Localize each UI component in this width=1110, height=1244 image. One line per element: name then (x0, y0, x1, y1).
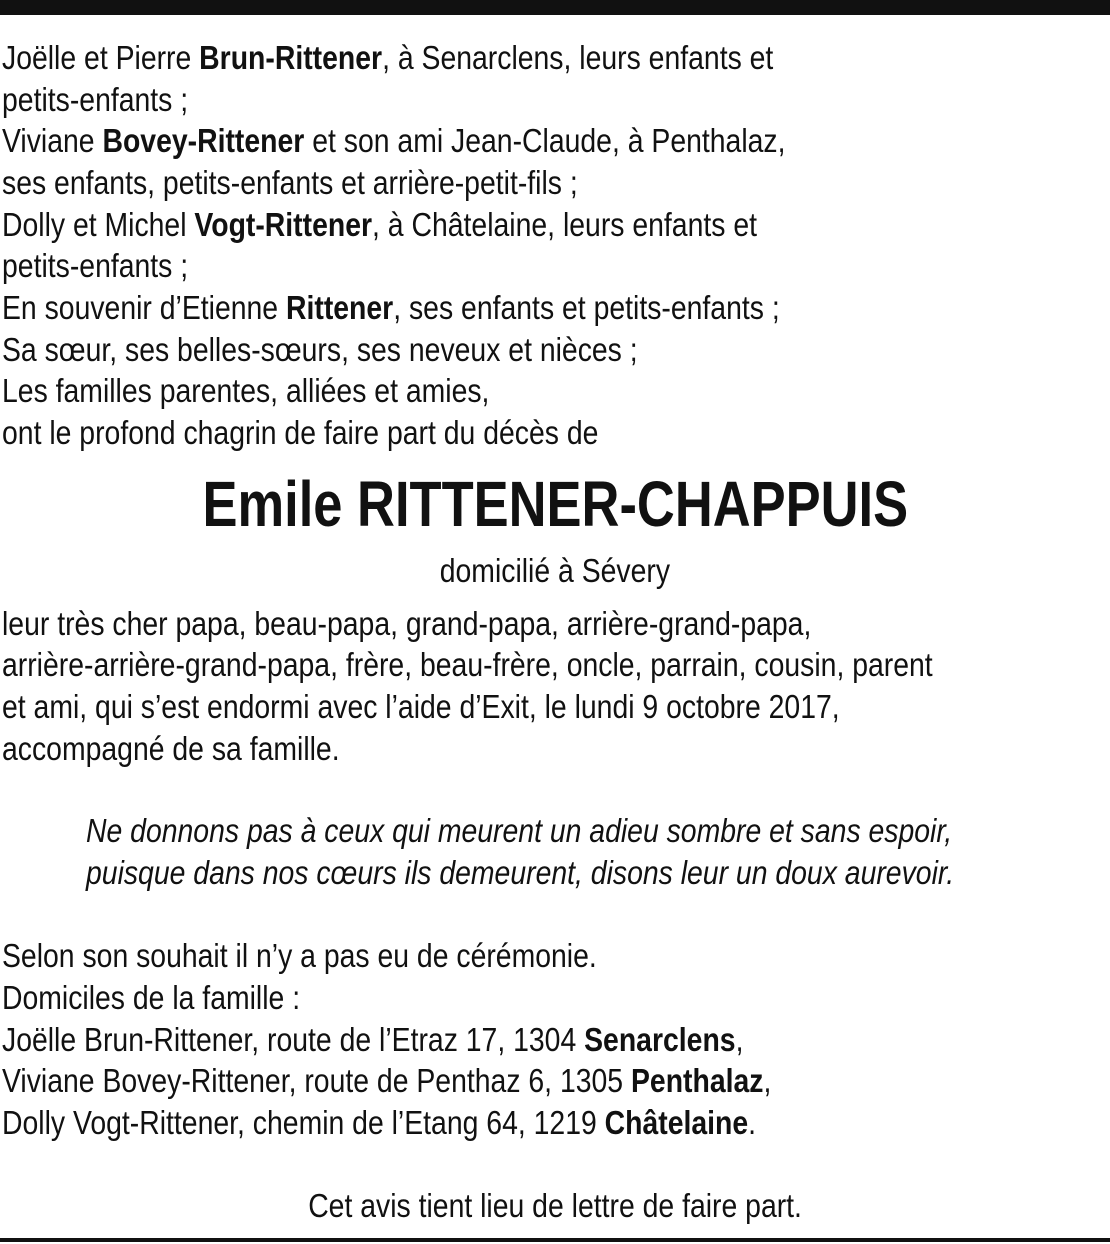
address-line-3: Dolly Vogt-Rittener, chemin de l’Etang 64, 1219 Châtelaine. (2, 1104, 757, 1141)
deceased-name: Emile RITTENER-CHAPPUIS (202, 468, 908, 540)
address-line-1: Joëlle Brun-Rittener, route de l’Etraz 17, 1304 Senarclens, (2, 1021, 744, 1058)
body-line-3: et ami, qui s’est endormi avec l’aide d’Exit, le lundi 9 octobre 2017, (2, 688, 840, 725)
body-line-2: arrière-arrière-grand-papa, frère, beau-frère, oncle, parrain, cousin, parent (2, 646, 933, 683)
family-line-2: petits-enfants ; (2, 81, 189, 118)
family-line-6: petits-enfants ; (2, 247, 189, 284)
footer-note: Cet avis tient lieu de lettre de faire part. (308, 1187, 802, 1224)
family-line-7: En souvenir d’Etienne Rittener, ses enfants et petits-enfants ; (2, 289, 780, 326)
family-line-10: ont le profond chagrin de faire part du décès de (2, 414, 599, 451)
closing-line-2: Domiciles de la famille : (2, 979, 301, 1016)
family-line-4: ses enfants, petits-enfants et arrière-petit-fils ; (2, 164, 578, 201)
bottom-rule (0, 1238, 1110, 1242)
family-line-3: Viviane Bovey-Rittener et son ami Jean-Claude, à Penthalaz, (2, 122, 786, 159)
address-line-2: Viviane Bovey-Rittener, route de Penthaz 6, 1305 Penthalaz, (2, 1062, 772, 1099)
body-line-1: leur très cher papa, beau-papa, grand-papa, arrière-grand-papa, (2, 605, 812, 642)
body-line-4: accompagné de sa famille. (2, 730, 340, 767)
family-line-5: Dolly et Michel Vogt-Rittener, à Châtelaine, leurs enfants et (2, 206, 757, 243)
poem-line-1: Ne donnons pas à ceux qui meurent un adieu sombre et sans espoir, (86, 812, 953, 849)
family-line-8: Sa sœur, ses belles-sœurs, ses neveux et nièces ; (2, 331, 638, 368)
domicile-line: domicilié à Sévery (439, 552, 671, 589)
poem-line-2: puisque dans nos cœurs ils demeurent, disons leur un doux aurevoir. (86, 854, 955, 891)
top-rule (0, 0, 1110, 15)
closing-line-1: Selon son souhait il n’y a pas eu de cérémonie. (2, 937, 597, 974)
family-line-9: Les familles parentes, alliées et amies, (2, 372, 490, 409)
family-line-1: Joëlle et Pierre Brun-Rittener, à Senarclens, leurs enfants et (2, 39, 774, 76)
